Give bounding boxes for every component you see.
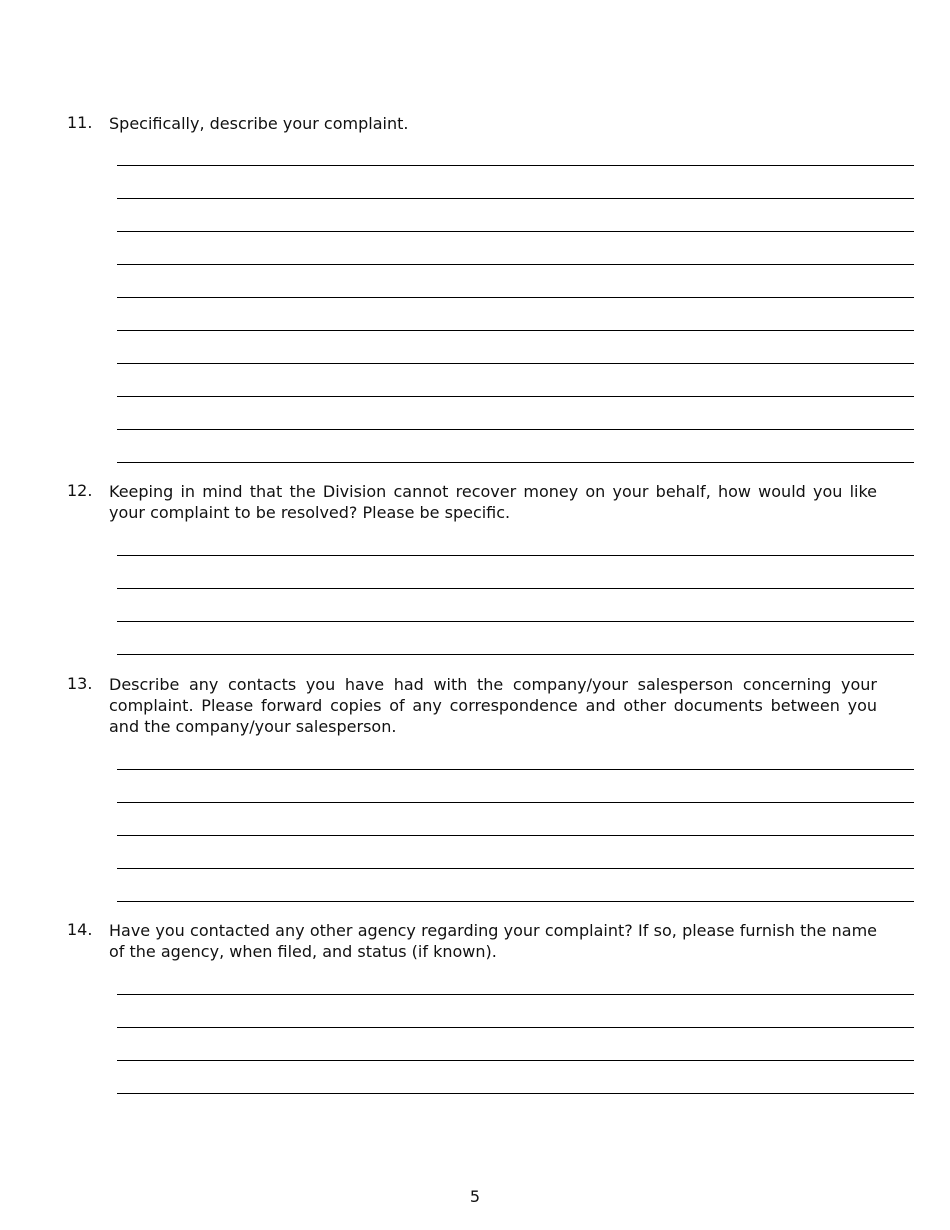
answer-line[interactable] (117, 133, 914, 166)
answer-line[interactable] (117, 556, 914, 589)
page-number: 5 (469, 1187, 481, 1206)
question-12 (67, 481, 877, 523)
answer-line[interactable] (117, 995, 914, 1028)
question-text: Keeping in mind that the Division cannot recover money on your behalf, how would you like your complaint to be resolved? Please be specific. (109, 482, 877, 522)
answer-line[interactable] (117, 199, 914, 232)
answer-line[interactable] (117, 166, 914, 199)
answer-line[interactable] (117, 869, 914, 902)
answer-line[interactable] (117, 265, 914, 298)
answer-lines-14 (117, 962, 914, 1094)
answer-line[interactable] (117, 430, 914, 463)
question-text: Describe any contacts you have had with the company/your salesperson concerning your complaint. Please forward copies of any correspondence and other documents between you and the company/your salesperson. (109, 675, 877, 736)
question-number: 11. (67, 113, 93, 132)
answer-line[interactable] (117, 622, 914, 655)
answer-line[interactable] (117, 298, 914, 331)
answer-line[interactable] (117, 1061, 914, 1094)
answer-line[interactable] (117, 523, 914, 556)
question-text: Have you contacted any other agency regarding your complaint? If so, please furnish the name of the agency, when filed, and status (if known). (109, 921, 877, 961)
answer-line[interactable] (117, 803, 914, 836)
question-11 (67, 113, 877, 134)
answer-line[interactable] (117, 737, 914, 770)
answer-line[interactable] (117, 589, 914, 622)
answer-line[interactable] (117, 770, 914, 803)
answer-lines-11 (117, 133, 914, 463)
answer-lines-12 (117, 523, 914, 655)
answer-line[interactable] (117, 331, 914, 364)
answer-lines-13 (117, 737, 914, 902)
answer-line[interactable] (117, 836, 914, 869)
answer-line[interactable] (117, 364, 914, 397)
question-text: Specifically, describe your complaint. (109, 114, 409, 133)
question-number: 14. (67, 920, 93, 939)
question-13 (67, 674, 877, 737)
answer-line[interactable] (117, 962, 914, 995)
answer-line[interactable] (117, 397, 914, 430)
question-number: 13. (67, 674, 93, 693)
question-number: 12. (67, 481, 93, 500)
answer-line[interactable] (117, 232, 914, 265)
answer-line[interactable] (117, 1028, 914, 1061)
question-14 (67, 920, 877, 962)
